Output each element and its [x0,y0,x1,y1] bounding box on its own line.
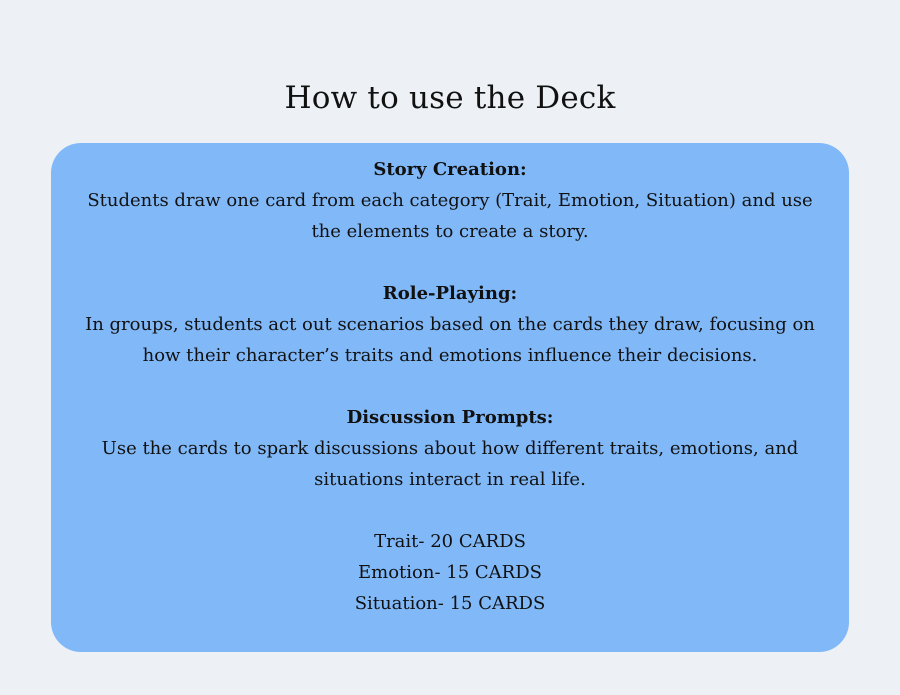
section-spacer [51,371,849,402]
count-emotion: Emotion- 15 CARDS [358,562,542,583]
section-body: In groups, students act out scenarios based on the cards they draw, focusing on how their character’s traits and emotions influence their decisions. [85,314,815,366]
section-heading: Discussion Prompts: [346,407,554,428]
section-heading: Story Creation: [373,159,527,180]
section-body: Students draw one card from each category (Trait, Emotion, Situation) and use the elements to create a story. [87,190,813,242]
count-situation: Situation- 15 CARDS [354,593,546,614]
count-trait: Trait- 20 CARDS [374,531,526,552]
section-role-playing [51,278,849,371]
section-spacer [51,247,849,278]
section-discussion-prompts [51,402,849,495]
instructions-card [51,143,849,652]
page-title: How to use the Deck [284,80,616,116]
section-body: Use the cards to spark discussions about how different traits, emotions, and situations interact in real life. [101,438,799,490]
section-story-creation [51,154,849,247]
section-heading: Role-Playing: [382,283,518,304]
section-spacer [51,495,849,526]
card-counts [51,526,849,619]
